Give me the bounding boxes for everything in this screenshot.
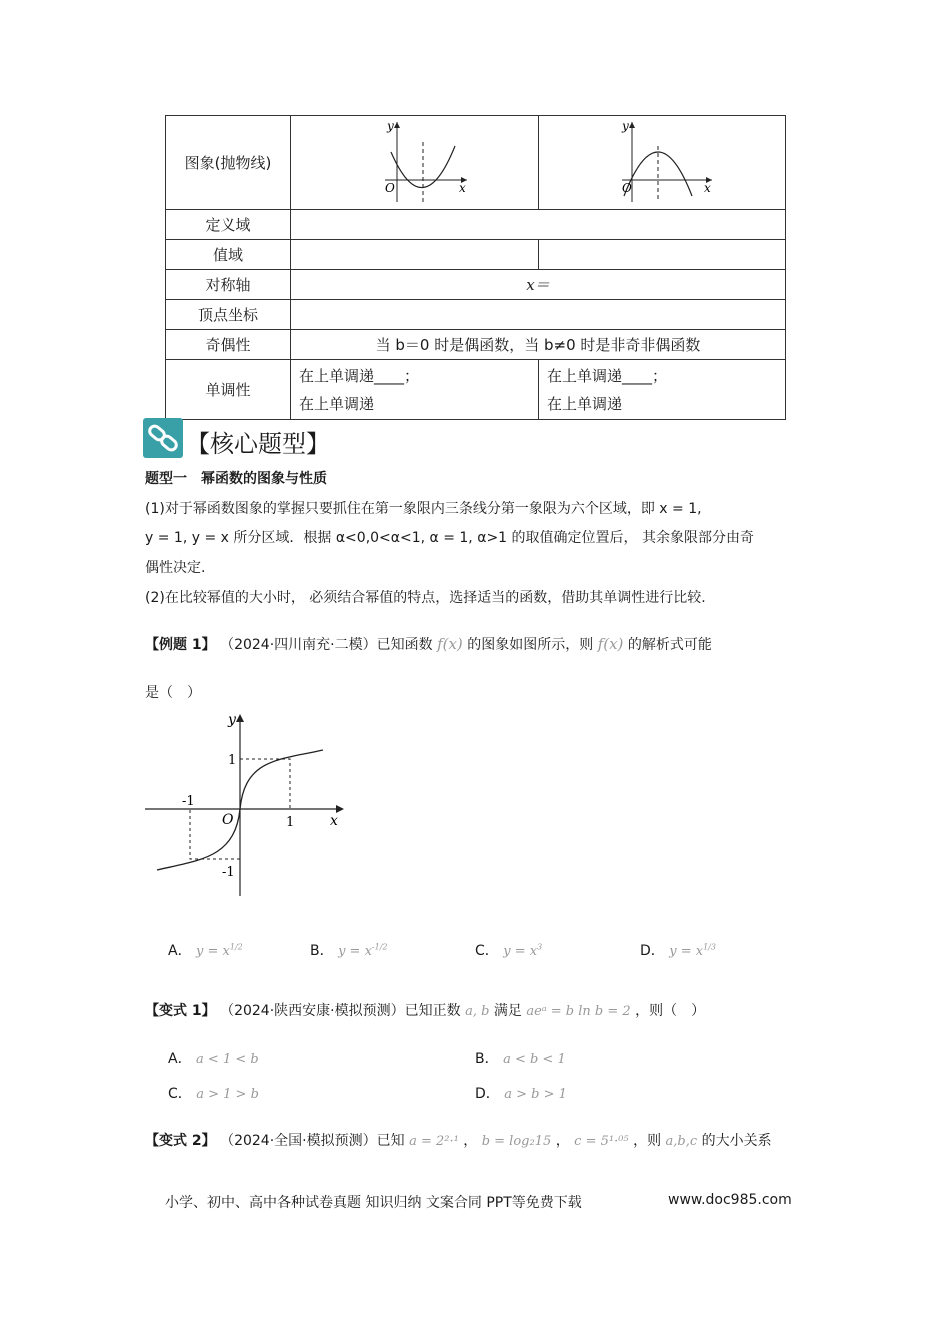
option-expr: a > b > 1 [504, 1087, 567, 1102]
example1-line1 [145, 630, 712, 659]
option-label: A． [168, 1051, 192, 1067]
ex-graph-y: y [228, 712, 236, 728]
option-exp: 1/2 [229, 942, 243, 952]
option-expr: y = x [669, 944, 704, 959]
ex-graph-x: x [330, 813, 338, 829]
variant1-source: （2024·陕西安康·模拟预测）已知正数 [220, 1003, 461, 1019]
variant2-comma-2: ， [555, 1133, 570, 1149]
variant2-source: （2024·全国·模拟预测）已知 [220, 1133, 405, 1149]
option-label: A． [168, 943, 192, 959]
option-label: D． [475, 1086, 500, 1102]
option-expr: y = x [503, 944, 538, 959]
variant1-line [145, 998, 705, 1025]
example1-fx-2: f(x) [597, 635, 624, 653]
paragraph-1-line3: 偶性决定. [145, 560, 206, 576]
variant1-option-b[interactable] [475, 1048, 566, 1068]
mono-left [291, 360, 539, 420]
option-label: D． [640, 943, 665, 959]
example1-line2: 是（ ） [145, 685, 201, 701]
example1-end: 的解析式可能 [627, 637, 712, 653]
variant1-vars: a, b [465, 1004, 490, 1019]
type1-heading: 题型一 幂函数的图象与性质 [145, 471, 327, 487]
option-exp: 1/3 [703, 942, 716, 952]
variant1-end: ，则（ ） [635, 1003, 706, 1019]
example1-tag: 【例题 1】 [145, 637, 216, 653]
option-expr: a > 1 > b [196, 1087, 259, 1102]
link-icon [143, 418, 183, 458]
variant2-tag: 【变式 2】 [145, 1133, 216, 1149]
parity-value: 当 b＝0 时是偶函数，当 b≠0 时是非奇非偶函数 [291, 330, 786, 360]
axis-value: x＝ [291, 270, 786, 300]
paragraph-1-line2: y = 1, y = x 所分区域．根据 α<0,0<α<1, α = 1, α>1 的取值确定位置后， 其余象限部分由奇 [145, 530, 754, 546]
variant1-tag: 【变式 1】 [145, 1003, 216, 1019]
domain-value [291, 210, 786, 240]
variant2-c: c = 5¹·⁰⁵ [574, 1134, 629, 1149]
ex-graph-neg-one-x: -1 [182, 794, 195, 809]
example1-option-d[interactable] [640, 940, 716, 960]
label-parity: 奇偶性 [166, 330, 291, 360]
ex-graph-origin: O [222, 812, 234, 828]
graph-origin-label: O [384, 180, 395, 195]
example1-graph [140, 708, 355, 900]
example1-option-b[interactable] [310, 940, 387, 960]
graph-cell-down [539, 116, 786, 210]
variant1-mid: 满足 [493, 1003, 522, 1019]
variant2-then: ，则 [633, 1133, 662, 1149]
label-domain: 定义域 [166, 210, 291, 240]
option-label: B． [475, 1051, 499, 1067]
variant2-comma-1: ， [463, 1133, 478, 1149]
mono-right [539, 360, 786, 420]
paragraph-2: (2)在比较幂值的大小时， 必须结合幂值的特点，选择适当的函数，借助其单调性进行比较. [145, 590, 706, 606]
ex-graph-one-y: 1 [228, 753, 237, 768]
vertex-value [291, 300, 786, 330]
variant2-b: b = log₂15 [481, 1134, 552, 1149]
label-vertex: 顶点坐标 [166, 300, 291, 330]
option-exp: -1/2 [371, 942, 388, 952]
option-label: B． [310, 943, 334, 959]
properties-table [165, 115, 786, 420]
range-value-left [291, 240, 539, 270]
option-expr: a < b < 1 [503, 1052, 566, 1067]
section-title: 【核心题型】 [186, 430, 330, 458]
option-expr: y = x [196, 944, 230, 959]
variant2-vars: a,b,c [665, 1134, 698, 1149]
parabola-down-graph [602, 118, 722, 204]
example1-option-a[interactable] [168, 940, 243, 960]
graph-origin-label: O [622, 180, 632, 195]
variant1-cond: aeᵃ = b ln b = 2 [526, 1004, 631, 1019]
parabola-up-graph [355, 118, 475, 204]
label-graph: 图象(抛物线) [166, 116, 291, 210]
option-exp: 3 [537, 942, 543, 952]
option-expr: y = x [338, 944, 372, 959]
example1-source: （2024·四川南充·二模）已知函数 [220, 637, 433, 653]
option-expr: a < 1 < b [196, 1052, 259, 1067]
example1-fx: f(x) [437, 635, 463, 653]
variant1-option-d[interactable] [475, 1083, 567, 1103]
footer-url[interactable]: www.doc985.com [668, 1192, 792, 1208]
label-axis: 对称轴 [166, 270, 291, 300]
option-label: C． [168, 1086, 192, 1102]
graph-x-label: x [704, 180, 711, 195]
graph-x-label: x [458, 180, 466, 195]
variant1-option-a[interactable] [168, 1048, 259, 1068]
mono-left-line1: 在上单调递____； [299, 366, 420, 385]
graph-y-label: y [386, 118, 394, 133]
example1-mid: 的图象如图所示，则 [467, 637, 594, 653]
option-label: C． [475, 943, 499, 959]
graph-y-label: y [622, 118, 629, 133]
mono-left-line2: 在上单调递 [299, 394, 375, 413]
label-range: 值域 [166, 240, 291, 270]
graph-cell-up [291, 116, 539, 210]
variant2-line [145, 1128, 772, 1155]
ex-graph-one-x: 1 [286, 815, 295, 830]
range-value-right [539, 240, 786, 270]
variant2-a: a = 2²·¹ [409, 1134, 459, 1149]
example1-option-c[interactable] [475, 940, 542, 960]
mono-right-line2: 在上单调递 [547, 394, 623, 413]
variant1-option-c[interactable] [168, 1083, 259, 1103]
paragraph-1-line1: (1)对于幂函数图象的掌握只要抓住在第一象限内三条线分第一象限为六个区域，即 x = 1, [145, 501, 702, 517]
footer-text: 小学、初中、高中各种试卷真题 知识归纳 文案合同 PPT等免费下载 [165, 1195, 582, 1211]
label-monotonic: 单调性 [166, 360, 291, 420]
mono-right-line1: 在上单调递____； [547, 366, 668, 385]
ex-graph-neg-one-y: -1 [222, 865, 235, 880]
variant2-end: 的大小关系 [701, 1133, 772, 1149]
